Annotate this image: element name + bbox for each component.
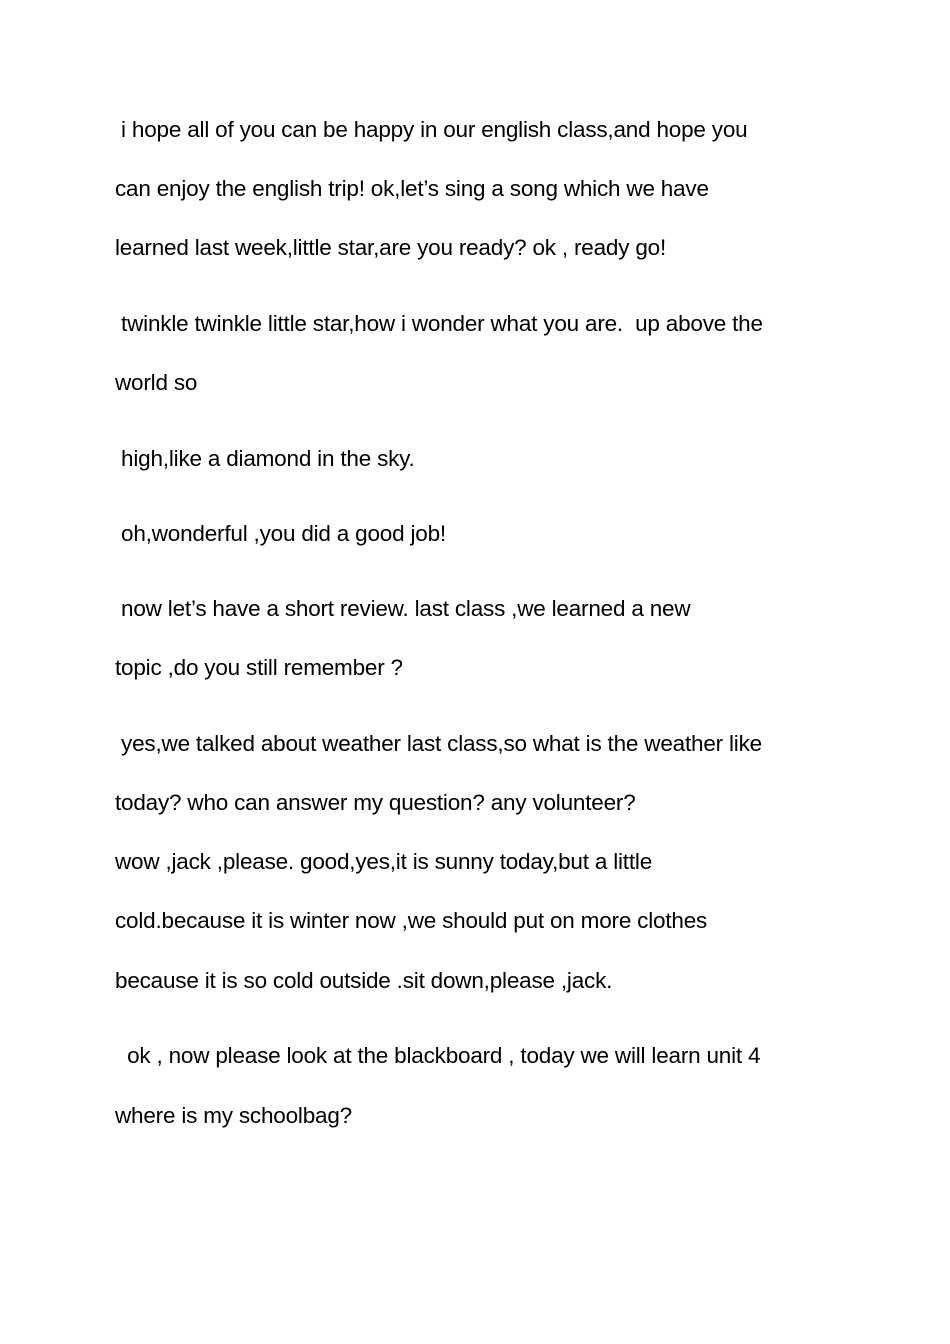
text-line: can enjoy the english trip! ok,let’s sing a song which we have	[115, 176, 709, 201]
text-line: topic ,do you still remember ?	[115, 655, 403, 680]
text-line: world so	[115, 370, 198, 395]
text-line: learned last week,little star,are you ready? ok , ready go!	[115, 235, 667, 260]
text-line: twinkle twinkle little star,how i wonder what you are. up above the	[115, 311, 763, 336]
text-line: high,like a diamond in the sky.	[115, 446, 415, 471]
text-line: wow ,jack ,please. good,yes,it is sunny today,but a little	[115, 849, 653, 874]
text-line: yes,we talked about weather last class,so what is the weather like	[115, 731, 762, 756]
text-line: cold.because it is winter now ,we should put on more clothes	[115, 908, 708, 933]
text-line: ok , now please look at the blackboard , today we will learn unit 4	[115, 1043, 761, 1068]
text-line: oh,wonderful ,you did a good job!	[115, 521, 446, 546]
text-line: because it is so cold outside .sit down,please ,jack.	[115, 968, 613, 993]
text-line: i hope all of you can be happy in our english class,and hope you	[115, 117, 748, 142]
text-line: today? who can answer my question? any volunteer?	[115, 790, 636, 815]
text-line: where is my schoolbag?	[115, 1103, 352, 1128]
document-page	[115, 0, 835, 1344]
text-line: now let’s have a short review. last class ,we learned a new	[115, 596, 691, 621]
